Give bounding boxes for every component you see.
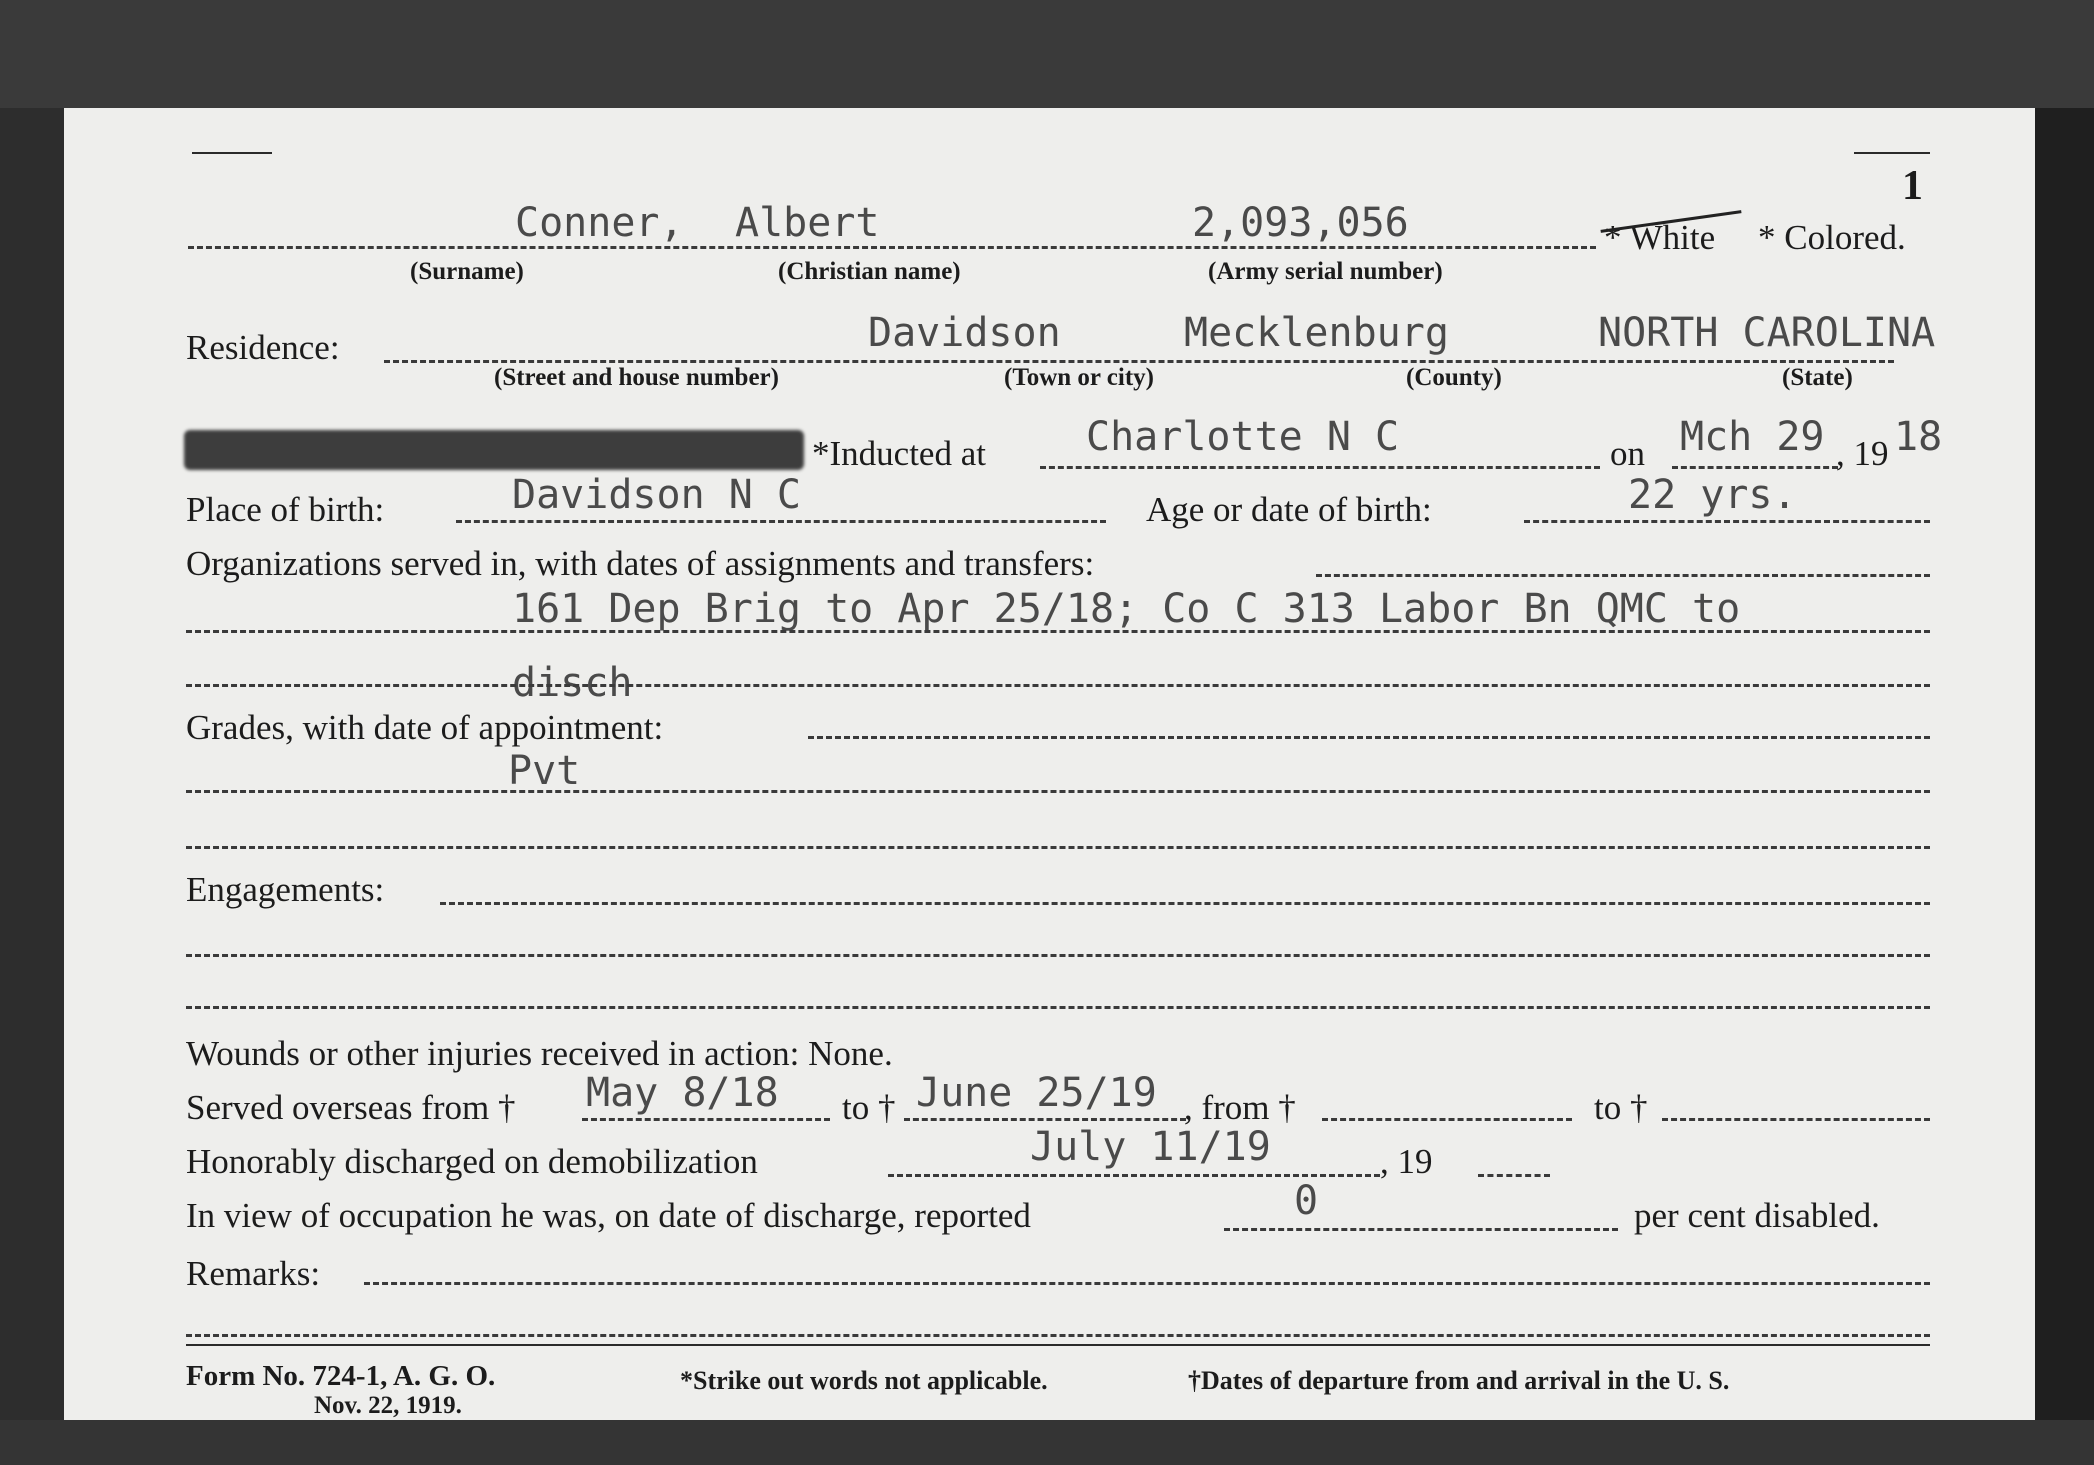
discharge-year-label: , 19 [1380, 1142, 1433, 1181]
overseas-from-line [582, 1118, 830, 1121]
remarks-line-2 [186, 1334, 1930, 1337]
residence-town-value: Davidson [868, 310, 1061, 356]
residence-state-value: NORTH CAROLINA [1598, 310, 1936, 356]
residence-label: Residence: [186, 328, 340, 367]
engagements-line-2 [186, 954, 1930, 957]
christian-name-value: Albert [735, 200, 880, 246]
dates-note: †Dates of departure from and arrival in the U. S. [1188, 1366, 1730, 1395]
race-colored-option: * Colored. [1758, 218, 1906, 257]
overseas-to-label: to † [842, 1088, 896, 1127]
scanner-background-right [2035, 108, 2094, 1428]
engagements-line-3 [186, 1006, 1930, 1009]
organizations-header-line [1316, 574, 1930, 577]
race-white-option: * White [1604, 218, 1716, 257]
age-label: Age or date of birth: [1146, 490, 1432, 529]
wounds-label: Wounds or other injuries received in action: None. [186, 1034, 893, 1073]
scanner-background-left [0, 108, 64, 1428]
induction-year-value: 18 [1894, 414, 1943, 460]
county-caption: (County) [1406, 364, 1502, 391]
overseas-to-2-line [1662, 1118, 1930, 1121]
overseas-to-value: June 25/19 [916, 1070, 1157, 1116]
discharge-date-line [888, 1174, 1380, 1177]
overseas-from-value: May 8/18 [586, 1070, 779, 1116]
inducted-at-label: *Inducted at [812, 434, 986, 473]
disability-line [1224, 1228, 1618, 1231]
state-caption: (State) [1782, 364, 1853, 391]
overseas-to-2-label: to † [1594, 1088, 1648, 1127]
street-caption: (Street and house number) [494, 364, 779, 391]
on-label: on [1610, 434, 1645, 473]
organizations-line-2: disch [512, 660, 633, 706]
organizations-line-1-rule [186, 630, 1930, 633]
card-number: 1 [1902, 163, 1923, 209]
scanner-background-top [0, 0, 2094, 108]
grades-line-1 [186, 790, 1930, 793]
induction-date-value: Mch 29 [1680, 414, 1825, 460]
engagements-label: Engagements: [186, 870, 385, 909]
inducted-place-value: Charlotte N C [1086, 414, 1400, 460]
disability-label: In view of occupation he was, on date of discharge, reported [186, 1196, 1031, 1235]
enlisted-options-strikeout [184, 430, 804, 470]
induction-date-line [1672, 466, 1838, 469]
army-serial-number-caption: (Army serial number) [1208, 258, 1443, 285]
form-number: Form No. 724-1, A. G. O. [186, 1360, 496, 1392]
discharge-year-line [1478, 1174, 1550, 1177]
town-caption: (Town or city) [1004, 364, 1154, 391]
engagements-line-1 [440, 902, 1930, 905]
place-of-birth-value: Davidson N C [512, 472, 801, 518]
induction-year-prefix: , 19 [1836, 434, 1889, 473]
place-of-birth-line [456, 520, 1106, 523]
strike-out-note: *Strike out words not applicable. [680, 1366, 1048, 1395]
overseas-from-2-line [1322, 1118, 1572, 1121]
grades-label: Grades, with date of appointment: [186, 708, 664, 747]
grades-value: Pvt [508, 748, 581, 794]
remarks-line-1 [364, 1282, 1930, 1285]
age-line [1524, 520, 1930, 523]
surname-value: Conner, [515, 200, 684, 246]
scanner-background-bottom [0, 1420, 2094, 1465]
organizations-line-2-rule [186, 684, 1930, 687]
organizations-label: Organizations served in, with dates of assignments and transfers: [186, 544, 1095, 583]
overseas-to-line [904, 1118, 1186, 1121]
name-line [188, 246, 1596, 249]
grades-line-2 [186, 846, 1930, 849]
place-of-birth-label: Place of birth: [186, 490, 385, 529]
footer-divider [186, 1344, 1930, 1346]
disability-suffix: per cent disabled. [1634, 1196, 1880, 1235]
top-right-rule [1854, 152, 1930, 154]
discharge-label: Honorably discharged on demobilization [186, 1142, 758, 1181]
residence-line [384, 360, 1894, 363]
overseas-from-2-label: , from † [1184, 1088, 1296, 1127]
discharge-date-value: July 11/19 [1030, 1124, 1271, 1170]
disability-value: 0 [1294, 1178, 1319, 1224]
remarks-label: Remarks: [186, 1254, 321, 1293]
inducted-at-line [1040, 466, 1600, 469]
top-left-rule [192, 152, 272, 154]
surname-caption: (Surname) [410, 258, 524, 285]
grades-header-line [808, 736, 1930, 739]
christian-name-caption: (Christian name) [778, 258, 961, 285]
army-serial-number-value: 2,093,056 [1192, 200, 1409, 246]
form-date: Nov. 22, 1919. [314, 1392, 462, 1419]
residence-county-value: Mecklenburg [1184, 310, 1449, 356]
organizations-line-1: 161 Dep Brig to Apr 25/18; Co C 313 Labor Bn QMC to [512, 586, 1741, 632]
age-value: 22 yrs. [1628, 472, 1797, 518]
served-overseas-label: Served overseas from † [186, 1088, 516, 1127]
